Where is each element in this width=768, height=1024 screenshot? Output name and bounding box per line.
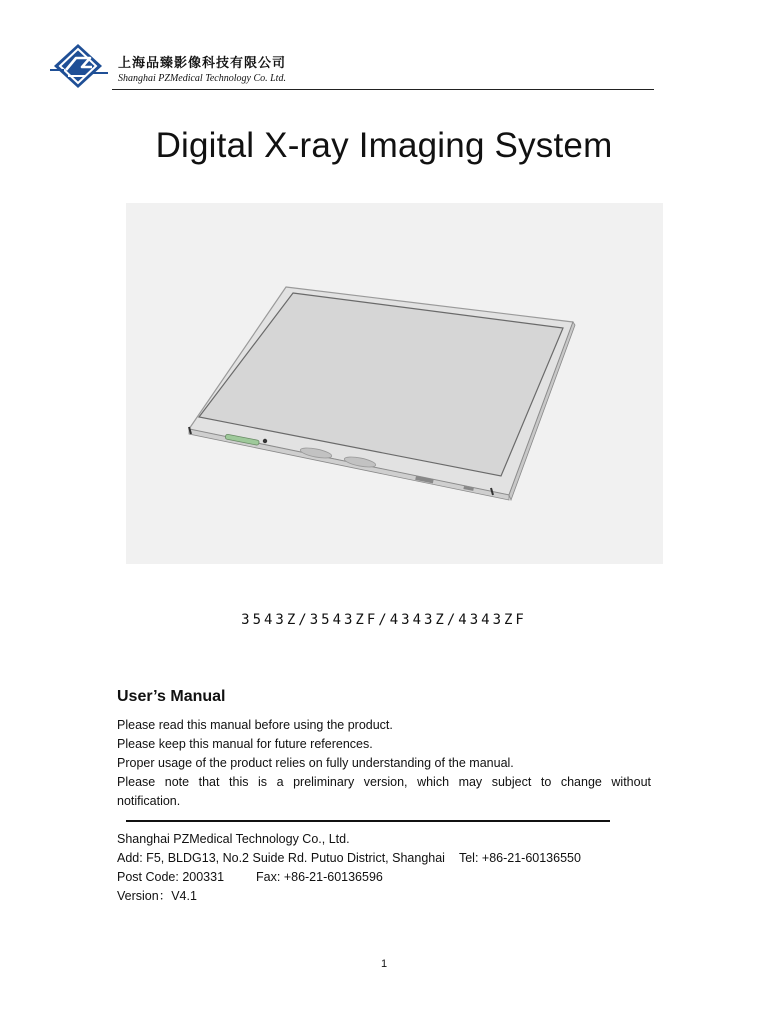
manual-note: notification. (117, 794, 181, 808)
section-divider (126, 820, 610, 822)
model-numbers: 3543Z/3543ZF/4343Z/4343ZF (241, 612, 527, 628)
document-version: Version：V4.1 (117, 889, 197, 903)
manual-note: Proper usage of the product relies on fully understanding of the manual. (117, 756, 514, 770)
flat-panel-detector-icon (126, 203, 663, 564)
company-name-english: Shanghai PZMedical Technology Co. Ltd. (118, 73, 286, 84)
product-photo (126, 203, 663, 564)
page-number: 1 (380, 958, 388, 970)
company-name-chinese: 上海品臻影像科技有限公司 (118, 56, 287, 71)
manual-note: Please read this manual before using the product. (117, 718, 393, 732)
pz-diamond-logo-icon (46, 40, 112, 92)
contact-post-row (117, 868, 677, 887)
contact-address: Add: F5, BLDG13, No.2 Suide Rd. Putuo District, Shanghai (117, 851, 445, 865)
contact-address-row (117, 849, 677, 868)
contact-company: Shanghai PZMedical Technology Co., Ltd. (117, 832, 350, 846)
header-divider (112, 89, 654, 90)
manual-notes (117, 716, 651, 811)
contact-post-code: Post Code: 200331 (117, 870, 225, 884)
document-title: Digital X-ray Imaging System (155, 126, 613, 165)
document-header (46, 40, 654, 92)
contact-tel: Tel: +86-21-60136550 (458, 851, 581, 865)
manual-heading: User’s Manual (117, 688, 226, 705)
manual-note: Please note that this is a preliminary version, which may subject to change without (117, 775, 651, 789)
contact-block (117, 830, 677, 906)
contact-fax: Fax: +86-21-60136596 (256, 870, 383, 884)
manual-note: Please keep this manual for future references. (117, 737, 373, 751)
